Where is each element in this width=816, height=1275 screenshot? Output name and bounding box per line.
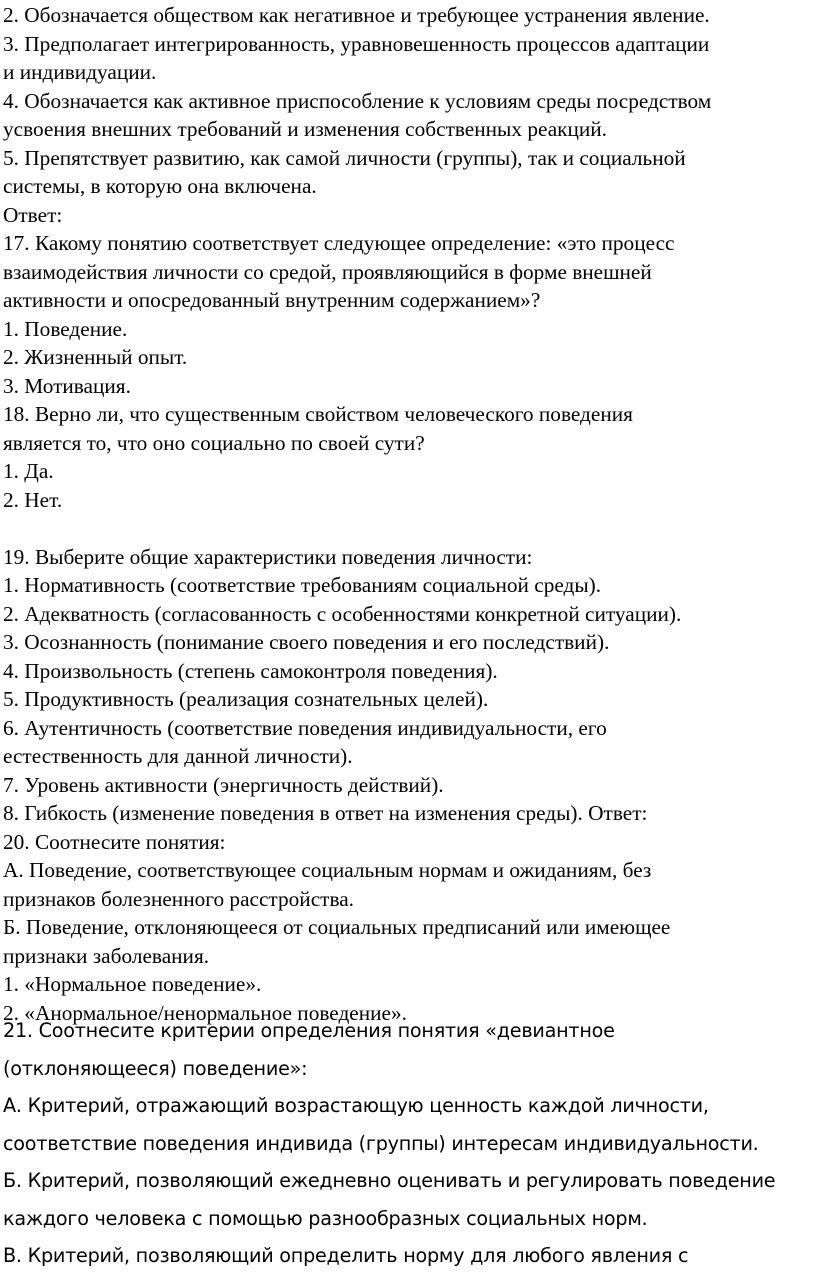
text-line: 2. Нет.: [3, 487, 63, 512]
text-line: соответствие поведения индивида (группы) интересам индивидуальности.: [3, 1131, 759, 1155]
text-line: 2. «Анормальное/ненормальное поведение».: [3, 1000, 407, 1025]
text-line: А. Критерий, отражающий возрастающую ценность каждой личности,: [3, 1094, 709, 1117]
text-line: активности и опосредованный внутренним содержанием»?: [3, 288, 541, 312]
text-line: усвоения внешних требований и изменения собственных реакций.: [3, 117, 608, 141]
question-18: 18. Верно ли, что существенным свойством человеческого поведения: [3, 402, 633, 426]
text-line: 1. Нормативность (соответствие требованиям социальной среды).: [3, 573, 602, 597]
text-line: Б. Критерий, позволяющий ежедневно оценивать и регулировать поведение: [3, 1169, 776, 1192]
question-17: 17. Какому понятию соответствует следующее определение: «это процесс: [3, 231, 675, 255]
text-line: 2. Адекватность (согласованность с особенностями конкретной ситуации).: [3, 601, 682, 626]
text-line: является то, что оно социально по своей сути?: [3, 430, 425, 455]
text-line: В. Критерий, позволяющий определить норму для любого явления с: [3, 1244, 689, 1267]
text-line: 3. Предполагает интегрированность, уравновешенность процессов адаптации: [3, 31, 710, 56]
text-line: 5. Продуктивность (реализация сознательных целей).: [3, 687, 489, 711]
text-line: 8. Гибкость (изменение поведения в ответ на изменения среды). Ответ:: [3, 801, 648, 825]
text-line: 3. Осознанность (понимание своего поведения и его последствий).: [3, 630, 610, 654]
text-line: (отклоняющееся) поведение»:: [3, 1056, 308, 1080]
question-21: 21. Соотнесите критерии определения понятия «девиантное: [3, 1019, 615, 1042]
text-line: 7. Уровень активности (энергичность действий).: [3, 772, 444, 797]
blank-line: [3, 514, 813, 543]
sans-text-block: [3, 1012, 813, 1275]
question-20: 20. Соотнесите понятия:: [3, 829, 226, 854]
text-line: 1. «Нормальное поведение».: [3, 972, 262, 996]
text-line: 6. Аутентичность (соответствие поведения индивидуальности, его: [3, 715, 607, 740]
text-line: 1. Да.: [3, 459, 54, 483]
text-line: 3. Мотивация.: [3, 373, 131, 398]
question-19: 19. Выберите общие характеристики поведения личности:: [3, 544, 533, 569]
text-line: естественность для данной личности).: [3, 744, 353, 768]
text-line: 4. Обозначается как активное приспособление к условиям среды посредством: [3, 88, 712, 113]
text-line: 5. Препятствует развитию, как самой личности (группы), так и социальной: [3, 145, 686, 170]
text-line: системы, в которую она включена.: [3, 174, 317, 198]
text-line: Б. Поведение, отклоняющееся от социальных предписаний или имеющее: [3, 915, 671, 939]
serif-text-block: [3, 1, 813, 1027]
text-line: взаимодействия личности со средой, проявляющийся в форме внешней: [3, 259, 652, 284]
answer-label: Ответ:: [3, 202, 63, 227]
text-line: и индивидуации.: [3, 60, 157, 84]
text-line: А. Поведение, соответствующее социальным нормам и ожиданиям, без: [3, 858, 652, 882]
text-line: 1. Поведение.: [3, 316, 128, 341]
text-line: признаков болезненного расстройства.: [3, 886, 355, 911]
text-line: 2. Обозначается обществом как негативное и требующее устранения явление.: [3, 3, 710, 27]
text-line: каждого человека с помощью разнообразных социальных норм.: [3, 1206, 648, 1230]
text-line: 4. Произвольность (степень самоконтроля поведения).: [3, 658, 498, 683]
text-line: 2. Жизненный опыт.: [3, 345, 188, 369]
text-line: признаки заболевания.: [3, 943, 210, 968]
